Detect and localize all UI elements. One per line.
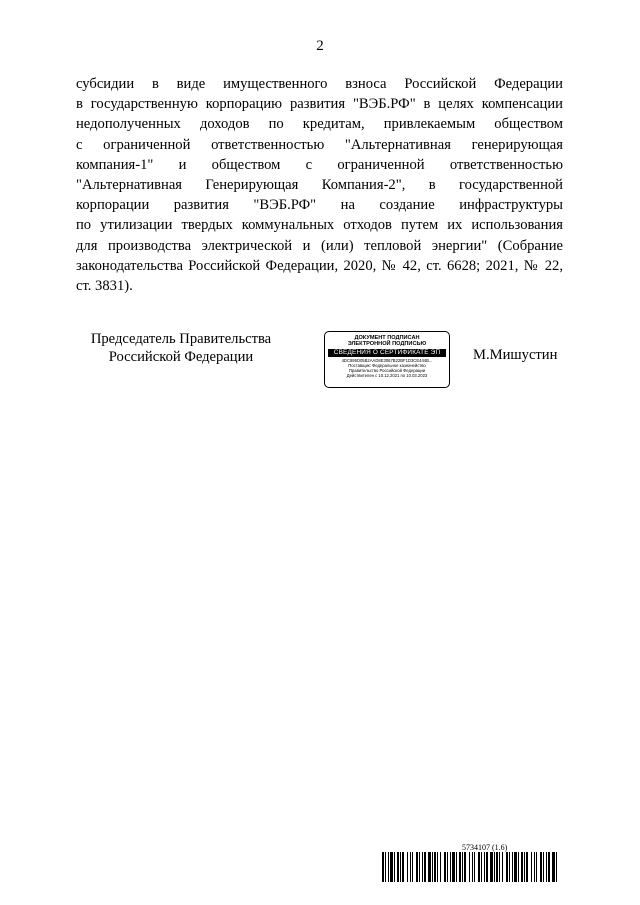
body-line: в государственную корпорацию развития "ВЭБ.РФ" в целях компенсации [76,96,563,113]
signer-position-line: Российской Федерации [108,349,254,365]
stamp-title-line: ДОКУМЕНТ ПОДПИСАН [354,335,420,341]
signer-position-line: Председатель Правительства [90,331,272,347]
body-line: "Альтернативная Генерирующая Компания-2", в государственной [76,176,563,193]
stamp-issuer-line: Правительство Российской Федерации [348,368,426,374]
page-number: 2 [316,38,324,54]
body-line: недополученных доходов по кредитам, привлекаемым обществом [76,116,563,133]
body-line: законодательства Российской Федерации, 2020, № 42, ст. 6628; 2021, № 22, [76,257,563,274]
stamp-issuer-line: Поставщик: Федеральное казначейство [348,363,426,369]
signer-position [76,330,286,366]
body-line: субсидии в виде имущественного взноса Российской Федерации [76,76,563,92]
body-line: с ограниченной ответственностью "Альтернативная генерирующая [76,136,563,153]
electronic-signature-stamp [324,331,450,388]
body-line: корпорации развития "ВЭБ.РФ" на создание инфраструктуры [76,197,563,214]
body-line: ст. 3831). [76,277,133,294]
stamp-title-line: ЭЛЕКТРОННОЙ ПОДПИСЬЮ [347,341,427,348]
body-text [76,74,563,296]
barcode-icon [382,852,558,882]
body-line: для производства электрической и (или) тепловой энергии" (Собрание [76,237,563,254]
stamp-certificate-bar: СВЕДЕНИЯ О СЕРТИФИКАТЕ ЭП [328,349,446,357]
body-line: по утилизации твердых коммунальных отходов путем их использования [76,217,563,234]
stamp-title [325,335,449,348]
signer-name: М.Мишустин [473,347,558,363]
stamp-validity: Действителен с 10.12.2021 по 10.03.2023 [346,373,428,379]
document-code: 5734107 (1.6) [462,843,508,852]
body-line: компания-1" и обществом с ограниченной ответственностью [76,156,563,173]
stamp-certificate-id: 4DC895D05B2AAD8E3067B22BF1D3CE444B... [341,357,433,363]
